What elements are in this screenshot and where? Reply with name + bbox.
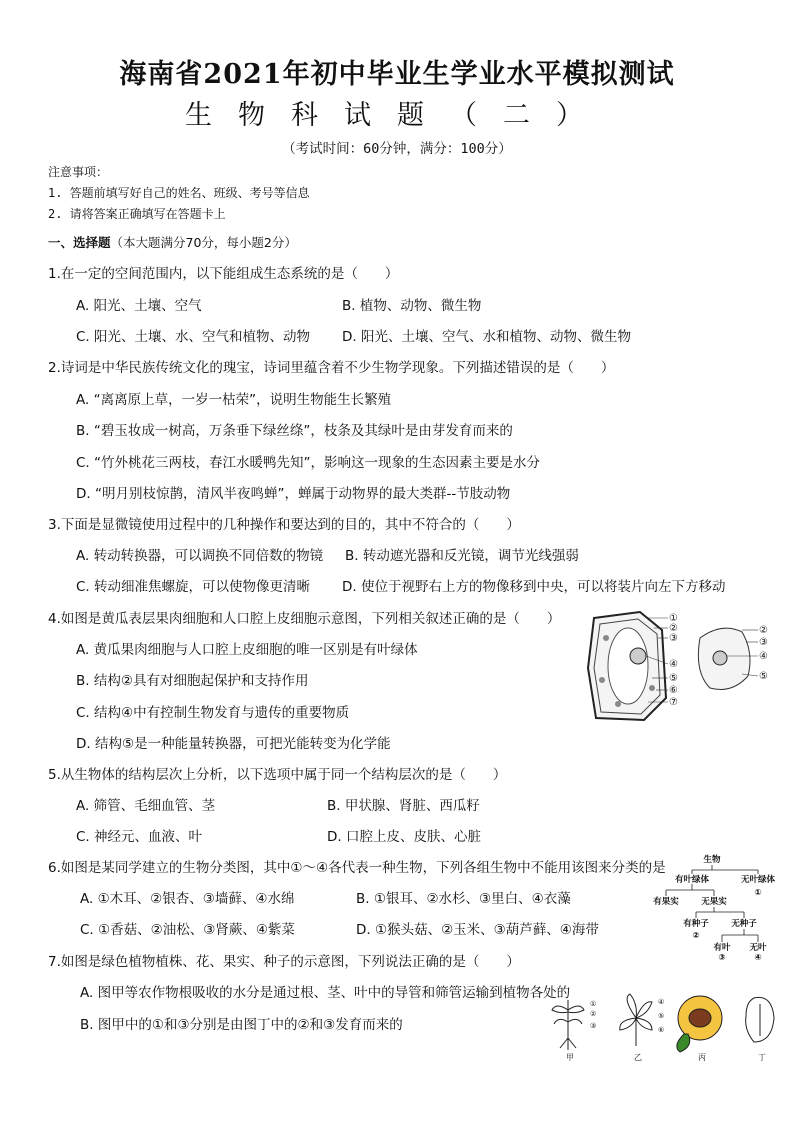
option: C. ①香菇、②油松、③肾蕨、④紫菜 — [80, 922, 295, 938]
question-stem: 1.在一定的空间范围内，以下能组成生态系统的是（ ） — [48, 266, 399, 282]
option: A. 黄瓜果肉细胞与人口腔上皮细胞的唯一区别是有叶绿体 — [76, 642, 418, 658]
chloroplast — [599, 677, 605, 683]
figure-label: 乙 — [634, 1053, 642, 1062]
question-stem: 6.如图是某同学建立的生物分类图，其中①～④各代表一种生物，下列各组生物中不能用该图来分类的是 — [48, 860, 666, 876]
option: A. 转动转换器，可以调换不同倍数的物镜 — [76, 548, 324, 564]
option: C. 阳光、土壤、水、空气和植物、动物 — [76, 329, 311, 345]
fruit-bing — [677, 996, 722, 1052]
plant-organs-figure — [548, 990, 788, 1062]
section-detail: （本大题满分70分，每小题2分） — [110, 235, 297, 250]
plant-number: ④ — [658, 998, 665, 1006]
plant-nucleus — [630, 648, 646, 664]
section-header — [48, 233, 297, 251]
animal-label: ③ — [759, 637, 768, 648]
question-stem: 5.从生物体的结构层次上分析，以下选项中属于同一个结构层次的是（ ） — [48, 767, 507, 783]
option: A. 图甲等农作物根吸收的水分是通过根、茎、叶中的导管和筛管运输到植物各处的 — [80, 985, 571, 1001]
tree-leaf: ④ — [754, 953, 762, 962]
plant-number: ② — [590, 1010, 597, 1018]
option: A. ①木耳、②银杏、③墙藓、④水绵 — [80, 891, 295, 907]
question-stem: 3.下面是显微镜使用过程中的几种操作和要达到的目的，其中不符合的（ ） — [48, 517, 520, 533]
question-stem: 2.诗词是中华民族传统文化的瑰宝，诗词里蕴含着不少生物学现象。下列描述错误的是（ ） — [48, 360, 615, 376]
question-stem: 4.如图是黄瓜表层果肉细胞和人口腔上皮细胞示意图，下列相关叙述正确的是（ ） — [48, 611, 561, 627]
tree-node: 无叶 — [749, 943, 767, 953]
plant-label: ⑦ — [669, 697, 678, 708]
option: D. 口腔上皮、皮肤、心脏 — [327, 829, 481, 845]
notes-heading: 注意事项： — [48, 165, 109, 179]
tree-node: 有叶绿体 — [674, 875, 710, 885]
section-label: 一、选择题 — [48, 235, 111, 250]
option: C. 结构④中有控制生物发育与遗传的重要物质 — [76, 705, 350, 721]
seed-ding — [746, 997, 774, 1042]
plant-number: ⑤ — [658, 1012, 665, 1020]
plant-label: ④ — [669, 659, 678, 670]
plant-number: ⑥ — [658, 1026, 665, 1034]
cell-diagram-figure — [582, 608, 782, 726]
vacuole — [608, 628, 648, 704]
option: C. 转动细准焦螺旋，可以使物像更清晰 — [76, 579, 311, 595]
classification-tree-figure — [640, 852, 790, 962]
option: A. 筛管、毛细血管、茎 — [76, 798, 216, 814]
tree-node: 无种子 — [731, 919, 757, 929]
tree-leaf: ① — [754, 888, 762, 898]
option: C. “竹外桃花三两枝，春江水暖鸭先知”，影响这一现象的生态因素主要是水分 — [76, 455, 540, 471]
tree-node: 有果实 — [653, 897, 679, 907]
option: B. 图甲中的①和③分别是由图丁中的②和③发育而来的 — [80, 1017, 403, 1033]
option: B. 结构②具有对细胞起保护和支持作用 — [76, 673, 309, 689]
chloroplast — [615, 701, 621, 707]
tree-node: 无果实 — [701, 897, 727, 907]
option: D. “明月别枝惊鹊，清风半夜鸣蝉”，蝉属于动物界的最大类群--节肢动物 — [76, 486, 511, 502]
animal-label: ⑤ — [759, 671, 768, 682]
option: B. 植物、动物、微生物 — [342, 298, 482, 314]
plant-label: ② — [669, 623, 678, 634]
option: B. 转动遮光器和反光镜，调节光线强弱 — [345, 548, 579, 564]
figure-label: 丙 — [698, 1053, 706, 1062]
option: C. 神经元、血液、叶 — [76, 829, 203, 845]
note-item: 2. 请将答案正确填写在答题卡上 — [48, 207, 226, 221]
exam-title: 海南省2021年初中毕业生学业水平模拟测试 — [119, 59, 675, 90]
chloroplast — [649, 685, 655, 691]
notes-block — [48, 162, 310, 225]
chloroplast — [603, 635, 609, 641]
plant-label: ③ — [669, 633, 678, 644]
plant-number: ③ — [590, 1022, 597, 1030]
option: D. 使位于视野右上方的物像移到中央，可以将装片向左下方移动 — [342, 579, 726, 595]
option: A. “离离原上草，一岁一枯荣”，说明生物能生长繁殖 — [76, 392, 392, 408]
figure-label: 甲 — [566, 1053, 574, 1062]
option: B. “碧玉妆成一树高，万条垂下绿丝绦”，枝条及其绿叶是由芽发育而来的 — [76, 423, 513, 439]
option: D. 结构⑤是一种能量转换器，可把光能转变为化学能 — [76, 736, 391, 752]
plant-label: ① — [669, 613, 678, 624]
exam-info: （考试时间：60分钟，满分：100分） — [282, 141, 512, 157]
tree-node: 有种子 — [683, 919, 709, 929]
plant-label: ⑥ — [669, 685, 678, 696]
flower-yi — [620, 994, 652, 1046]
tree-leaf: ② — [692, 931, 700, 941]
animal-label: ② — [759, 625, 768, 636]
figure-label: 丁 — [758, 1053, 766, 1062]
note-item: 1. 答题前填写好自己的姓名、班级、考号等信息 — [48, 186, 310, 200]
option: B. 甲状腺、肾脏、西瓜籽 — [327, 798, 480, 814]
option: A. 阳光、土壤、空气 — [76, 298, 202, 314]
tree-leaf: ③ — [718, 953, 726, 962]
animal-nucleus — [713, 651, 727, 665]
question-stem: 7.如图是绿色植物植株、花、果实、种子的示意图，下列说法正确的是（ ） — [48, 954, 520, 970]
option: B. ①银耳、②水杉、③里白、④衣藻 — [356, 891, 571, 907]
plant-jia — [552, 1000, 584, 1050]
plant-label: ⑤ — [669, 673, 678, 684]
option: D. ①猴头菇、②玉米、③葫芦藓、④海带 — [356, 922, 599, 938]
exam-subtitle: 生物科试题（二） — [185, 100, 609, 131]
tree-node: 无叶绿体 — [740, 875, 776, 885]
plant-number: ① — [590, 1000, 597, 1008]
animal-label: ④ — [759, 651, 768, 662]
tree-node: 有叶 — [713, 943, 731, 953]
tree-root: 生物 — [703, 855, 721, 865]
option: D. 阳光、土壤、空气、水和植物、动物、微生物 — [342, 329, 631, 345]
